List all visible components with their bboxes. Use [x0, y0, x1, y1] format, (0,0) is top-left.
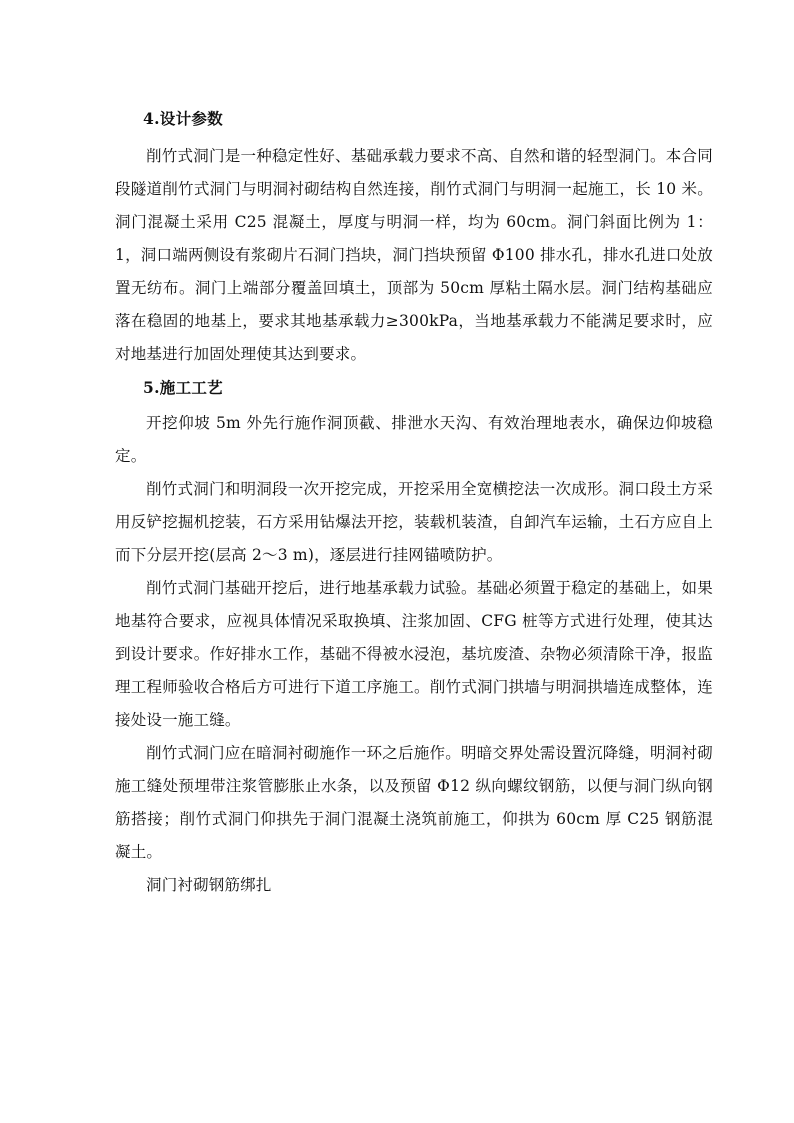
- paragraph-slope-excavation: 开挖仰坡 5m 外先行施作洞顶截、排泄水天沟、有效治理地表水，确保边仰坡稳定。: [115, 414, 713, 465]
- paragraph-excavation-method: 削竹式洞门和明洞段一次开挖完成，开挖采用全宽横挖法一次成形。洞口段土方采用反铲挖掘机挖装，石方采用钻爆法开挖，装载机装渣，自卸汽车运输，土石方应自上而下分层开挖(层高 2～3 m)，逐层进行挂网锚喷防护。: [115, 480, 713, 564]
- paragraph-design-parameters: 削竹式洞门是一种稳定性好、基础承载力要求不高、自然和谐的轻型洞门。本合同段隧道削竹式洞门与明洞衬砌结构自然连接，削竹式洞门与明洞一起施工，长 10 米。洞门混凝土采用 C25 混凝土，厚度与明洞一样，均为 60cm。洞门斜面比例为 1：1，洞口端两侧设有浆砌片石洞门挡块，洞门挡块预留 Φ100 排水孔，排水孔进口处放置无纺布。洞门上端部分覆盖回填土，顶部为 50cm 厚粘土隔水层。洞门结构基础应落在稳固的地基上，要求其地基承载力≥300kPa，当地基承载力不能满足要求时，应对地基进行加固处理使其达到要求。: [115, 147, 713, 363]
- paragraph-foundation: 削竹式洞门基础开挖后，进行地基承载力试验。基础必须置于稳定的基础上，如果地基符合要求，应视具体情况采取换填、注浆加固、CFG 桩等方式进行处理，使其达到设计要求。作好排水工作，基础不得被水浸泡，基坑废渣、杂物必须清除干净，报监理工程师验收合格后方可进行下道工序施工。削竹式洞门拱墙与明洞拱墙连成整体，连接处设一施工缝。: [115, 579, 713, 729]
- paragraph-lining-sequence: 削竹式洞门应在暗洞衬砌施作一环之后施作。明暗交界处需设置沉降缝，明洞衬砌施工缝处预埋带注浆管膨胀止水条，以及预留 Φ12 纵向螺纹钢筋，以便与洞门纵向钢筋搭接；削竹式洞门仰拱先于洞门混凝土浇筑前施工，仰拱为 60cm 厚 C25 钢筋混凝土。: [115, 744, 713, 861]
- document-page: [115, 108, 713, 902]
- section-heading-construction-process: 5.施工工艺: [143, 378, 223, 397]
- paragraph-rebar-binding: 洞门衬砌钢筋绑扎: [146, 876, 272, 894]
- section-heading-design-parameters: 4.设计参数: [143, 109, 223, 128]
